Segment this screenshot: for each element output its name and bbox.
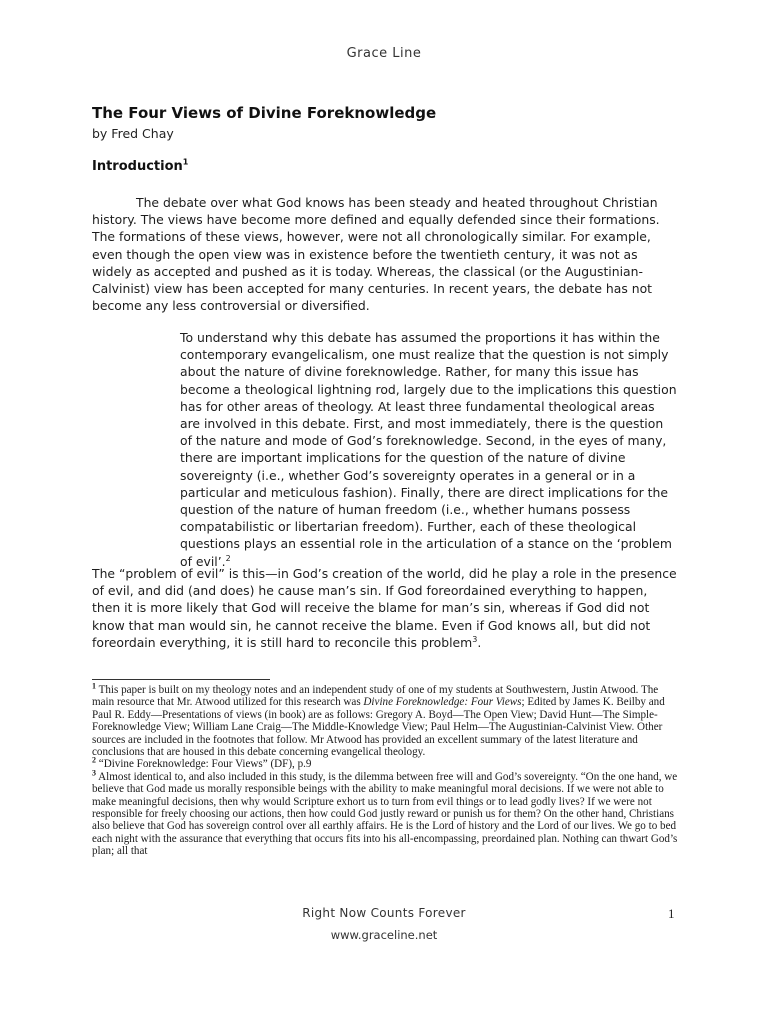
problem-of-evil-text: The “problem of evil” is this—in God’s creation of the world, did he play a role in the presence of evil, and did (and does) he cause man’s sin. If God foreordained everything to happen, then it is more likely that God will receive the blame for man’s sin, whereas if God did not know that man would sin, he cannot receive the blame. Even if God knows all, but did not foreordain everything, it is still hard to reconcile this problem xyxy=(92,566,677,650)
footnote-divider xyxy=(92,679,270,680)
footnote-1-book-title: Divine Foreknowledge: Four Views xyxy=(363,696,522,709)
footnote-ref-2[interactable]: 2 xyxy=(225,553,231,563)
running-header: Grace Line xyxy=(346,46,422,61)
footnote-ref-1[interactable]: 1 xyxy=(182,157,189,167)
intro-paragraph: The debate over what God knows has been steady and heated throughout Christian history. The views have become more defined and equally defended since their formations. The formations of these views, however, were not all chronologically similar. For example, even though the open view was in existence before the twentieth century, it was not as widely as accepted and pushed as it is today. Whereas, the classical (or the Augustinian-Calvinist) view has been accepted for many centuries. In recent years, the debate has not become any less controversial or diversified. xyxy=(92,195,660,314)
footnote-3-text: Almost identical to, and also included in this study, is the dilemma between free will and God’s sovereignty. “On the one hand, we believe that God made us morally responsible beings with the ability to make meaningful moral decisions. If we were not able to make meaningful decisions, then why would Scripture exhort us to turn from evil things or to lead godly lives? If we were not responsible for freely choosing our actions, then how could God justly reward or punish us for them? On the other hand, Christians also believe that God has sovereign control over all earthly affairs. He is the Lord of history and the Lord of our lives. We go to bed each night with the assurance that everything that occurs fits into his all-encompassing, preordained plan. Nothing can thwart God’s plan; all that xyxy=(92,770,678,858)
footnote-1 xyxy=(92,681,678,759)
footnote-2-text: “Divine Foreknowledge: Four Views” (DF), p.9 xyxy=(98,758,312,771)
footer-motto: Right Now Counts Forever xyxy=(302,906,466,920)
section-heading-text: Introduction xyxy=(92,159,183,174)
page-number: 1 xyxy=(668,906,675,921)
footnote-ref-3[interactable]: 3 xyxy=(472,634,478,644)
footnote-2-marker: 2 xyxy=(92,755,96,765)
document-title: The Four Views of Divine Foreknowledge xyxy=(92,104,437,122)
footnote-1-marker: 1 xyxy=(92,681,96,691)
footnote-1-text: This paper is built on my theology notes and an independent study of one of my students at Southwestern, Justin Atwood. The main resource that Mr. Atwood utilized for this research was xyxy=(92,684,659,709)
footnote-2 xyxy=(92,755,678,771)
footnote-1-text-cont: ; Edited by James K. Beilby and Paul R. Eddy—Presentations of views (in book) are as follows: Gregory A. Boyd—The Open View; David Hunt—The Simple-Foreknowledge View; William Lane Craig—The Middle-Knowledge View; Paul Helm—The Augustinian-Calvinist View. Other sources are included in the footnotes that follow. Mr Atwood has provided an excellent summary of the latest literature and conclusions that are housed in this debate concerning evangelical theology. xyxy=(92,696,665,759)
block-quote xyxy=(180,329,678,570)
document-author: by Fred Chay xyxy=(92,126,174,141)
section-heading xyxy=(92,159,188,174)
block-quote-text: To understand why this debate has assumed the proportions it has within the contemporary evangelicalism, one must realize that the question is not simply about the nature of divine foreknowledge. Rather, for many this issue has become a theological lightning rod, largely due to the implications this question has for other areas of theology. At least three fundamental theological areas are involved in this debate. First, and most immediately, there is the question of the nature and mode of God’s foreknowledge. Second, in the eyes of many, there are important implications for the question of the nature of divine sovereignty (i.e., whether God’s sovereignty operates in a general or in a particular and meticulous fashion). Finally, there are direct implications for the question of the nature of human freedom (i.e., whether humans possess compatabilistic or libertarian freedom). Further, each of these theological questions plays an essential role in the articulation of a stance on the ‘problem of evil’. xyxy=(180,330,677,569)
footnote-3-marker: 3 xyxy=(92,768,96,778)
footnote-3 xyxy=(92,768,678,858)
footnotes xyxy=(92,681,678,858)
paragraph-end-period: . xyxy=(477,634,482,650)
problem-of-evil-paragraph xyxy=(92,565,678,651)
footer-url[interactable]: www.graceline.net xyxy=(330,928,438,942)
